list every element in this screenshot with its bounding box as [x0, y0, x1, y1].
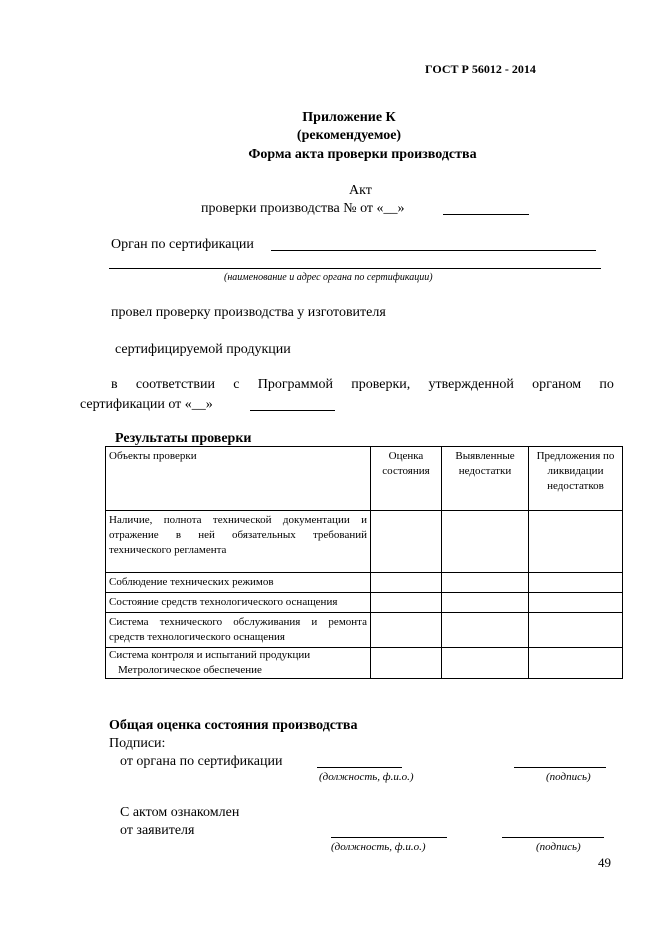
table-header-row: [106, 447, 623, 511]
accordance-word: в: [111, 377, 118, 392]
organ-blank-1: [271, 250, 596, 251]
column-header: Оценка состояния: [371, 447, 442, 511]
table-cell[interactable]: [529, 593, 623, 613]
signatures-label: Подписи:: [109, 736, 166, 751]
table-cell[interactable]: [442, 613, 529, 648]
table-cell[interactable]: [371, 593, 442, 613]
organ-caption: (наименование и адрес органа по сертификации): [224, 272, 433, 283]
standard-number: ГОСТ Р 56012 - 2014: [425, 62, 536, 76]
page-number: 49: [598, 855, 611, 870]
accordance-word: утвержденной: [428, 377, 514, 392]
act-title: Акт: [349, 183, 372, 198]
row-label-line: Система контроля и испытаний продукции: [109, 649, 311, 661]
table-cell[interactable]: [371, 648, 442, 679]
acknowledged-label: С актом ознакомлен: [120, 805, 240, 820]
annex-subtitle: Форма акта проверки производства: [248, 147, 477, 162]
applicant-position-blank: [331, 837, 447, 838]
organ-label: Орган по сертификации: [111, 237, 254, 252]
table-cell[interactable]: [442, 593, 529, 613]
annex-status: (рекомендуемое): [296, 128, 402, 143]
accordance-word: проверки,: [351, 377, 411, 392]
table-cell[interactable]: [442, 648, 529, 679]
row-label: Состояние средств технологического оснащения: [106, 593, 371, 613]
accordance-word: Программой: [257, 377, 333, 392]
table-cell[interactable]: [529, 573, 623, 593]
results-heading: Результаты проверки: [115, 431, 252, 446]
organ-position-blank: [317, 767, 402, 768]
table-cell[interactable]: [371, 511, 442, 573]
applicant-signature-caption: (подпись): [536, 841, 581, 853]
table-cell[interactable]: [529, 511, 623, 573]
row-label: Система технического обслуживания и ремонта средств технологического оснащения: [106, 613, 371, 648]
act-date-blank: [443, 214, 529, 215]
table-cell[interactable]: [371, 613, 442, 648]
row-label-line: Метрологическое обеспечение: [118, 664, 262, 676]
applicant-signature-blank: [502, 837, 604, 838]
table-cell[interactable]: [529, 648, 623, 679]
product-text: сертифицируемой продукции: [115, 342, 291, 357]
accordance-word: по: [599, 377, 614, 392]
table-row: [106, 613, 623, 648]
organ-position-caption: (должность, ф.и.о.): [319, 771, 414, 783]
column-header: Объекты проверки: [106, 447, 371, 511]
row-label: Наличие, полнота технической документации и отражение в ней обязательных требований технического регламента: [106, 511, 371, 573]
applicant-position-caption: (должность, ф.и.о.): [331, 841, 426, 853]
table-cell[interactable]: [371, 573, 442, 593]
organ-signature-blank: [514, 767, 606, 768]
conducted-text: провел проверку производства у изготовителя: [111, 305, 386, 320]
accordance-word: соответствии: [135, 377, 215, 392]
organ-signature-caption: (подпись): [546, 771, 591, 783]
from-applicant-label: от заявителя: [120, 823, 195, 838]
table-cell[interactable]: [442, 573, 529, 593]
table-row: [106, 573, 623, 593]
accordance-line-2: сертификации от «__»: [80, 397, 213, 412]
table-row: [106, 511, 623, 573]
table-row: [106, 648, 623, 679]
row-label: Соблюдение технических режимов: [106, 573, 371, 593]
annex-title: Приложение К: [302, 110, 396, 125]
summary-heading: Общая оценка состояния производства: [109, 718, 358, 733]
column-header: Выявленные недостатки: [442, 447, 529, 511]
column-header: Предложения по ликвидации недостатков: [529, 447, 623, 511]
organ-blank-2: [109, 268, 601, 269]
accordance-word: с: [233, 377, 240, 392]
table-row: [106, 593, 623, 613]
row-label: [106, 648, 371, 679]
from-organ-label: от органа по сертификации: [120, 754, 283, 769]
accordance-word: органом: [532, 377, 582, 392]
table-cell[interactable]: [442, 511, 529, 573]
accordance-line-1: [111, 377, 614, 393]
accordance-date-blank: [250, 410, 335, 411]
table-cell[interactable]: [529, 613, 623, 648]
act-line: проверки производства № от «__»: [201, 201, 405, 216]
results-table: [105, 446, 623, 679]
